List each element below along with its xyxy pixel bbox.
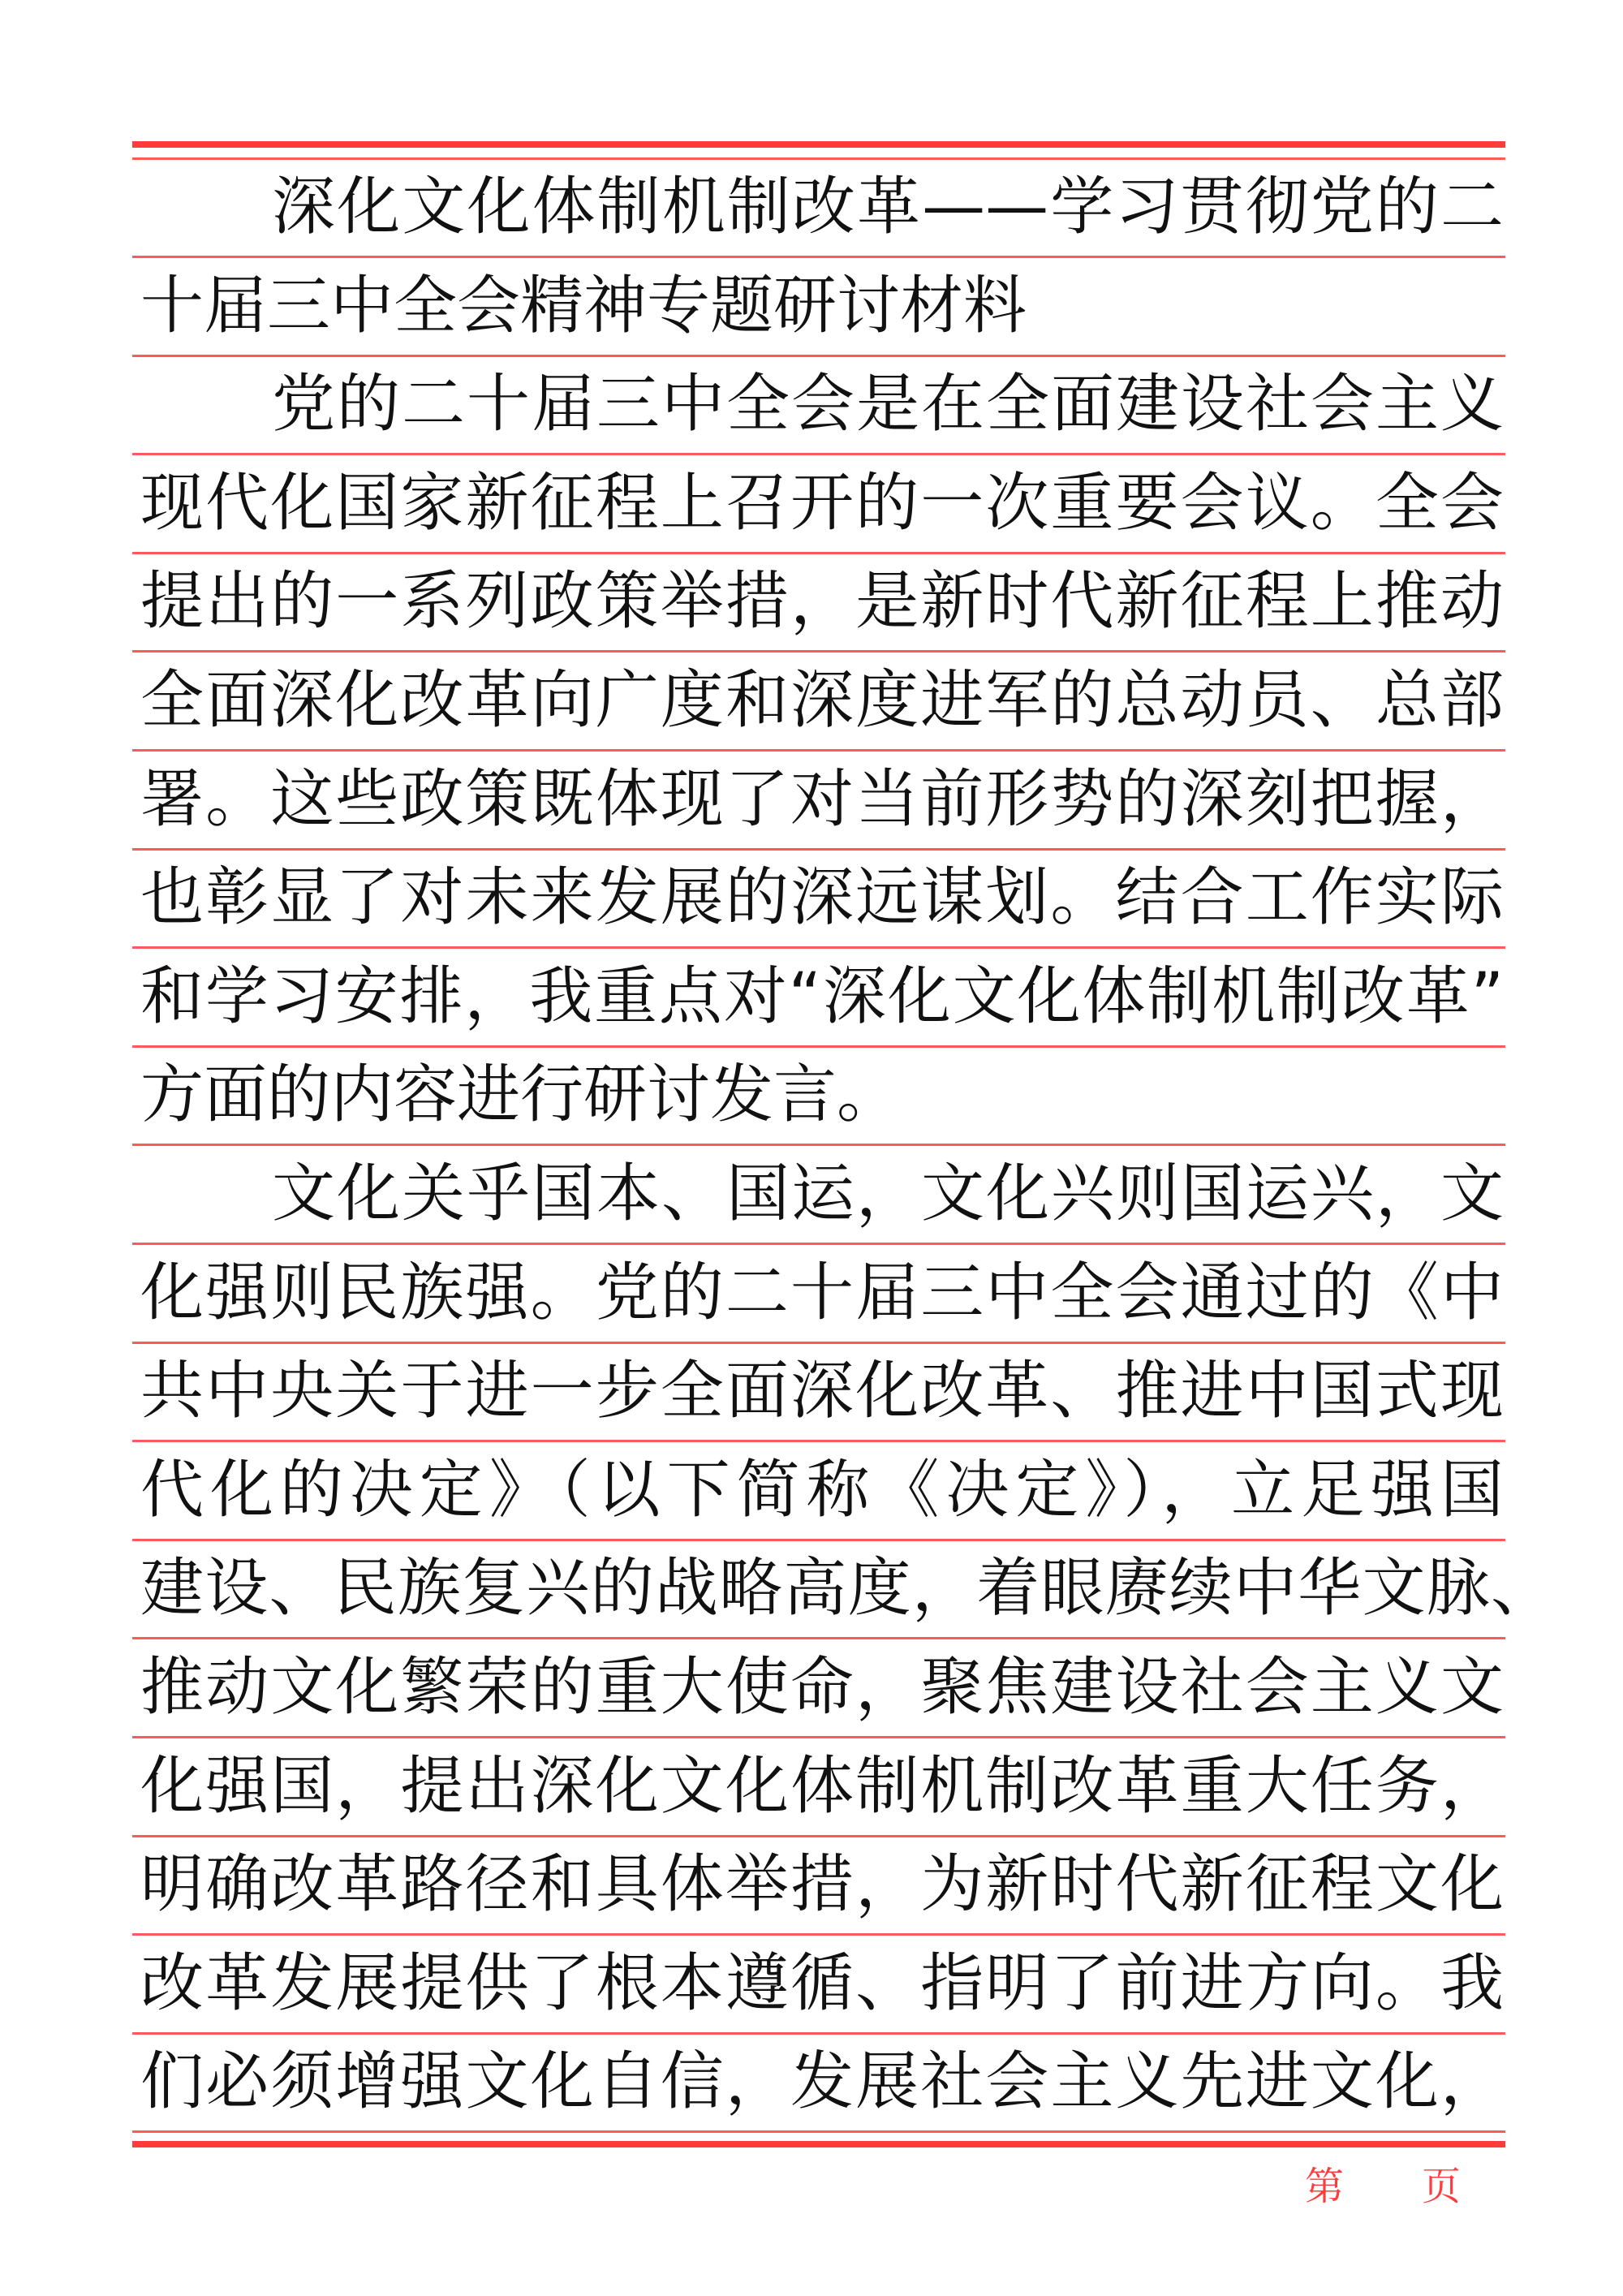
paragraph-line: 化强则民族强。党的二十届三中全会通过的《中: [140, 1256, 1504, 1329]
paragraph-line: 共中央关于进一步全面深化改革、推进中国式现: [140, 1355, 1504, 1428]
page-number-suffix: 页: [1422, 2164, 1462, 2209]
page-number-prefix: 第: [1305, 2164, 1345, 2209]
line-rule: [132, 2130, 1505, 2133]
paragraph-line: 明确改革路径和具体举措，为新时代新征程文化: [140, 1848, 1504, 1922]
paragraph-line: 署。这些政策既体现了对当前形势的深刻把握，: [140, 762, 1504, 836]
paragraph-line: 文化关乎国本、国运，文化兴则国运兴，文: [272, 1157, 1504, 1230]
paragraph-line: 也彰显了对未来发展的深远谋划。结合工作实际: [140, 861, 1504, 935]
paragraph-line: 推动文化繁荣的重大使命，聚焦建设社会主义文: [140, 1651, 1504, 1724]
bottom-thick-rule: [132, 2141, 1505, 2147]
paragraph-line: 和学习安排，我重点对“深化文化体制机制改革”: [140, 959, 1504, 1033]
paragraph-line: 代化的决定》（以下简称《决定》），立足强国: [140, 1453, 1504, 1527]
paragraph-line: 党的二十届三中全会是在全面建设社会主义: [272, 368, 1504, 442]
paragraph-line: 全面深化改革向广度和深度进军的总动员、总部: [140, 664, 1504, 737]
title-line: 十届三中全会精神专题研讨材料: [140, 269, 1027, 342]
paragraph-line: 化强国，提出深化文化体制机制改革重大任务，: [140, 1749, 1504, 1823]
paragraph-line: 们必须增强文化自信，发展社会主义先进文化，: [140, 2045, 1504, 2119]
paragraph-line: 提出的一系列政策举措，是新时代新征程上推动: [140, 565, 1504, 639]
paragraph-line: 现代化国家新征程上召开的一次重要会议。全会: [140, 466, 1504, 540]
paragraph-line: 方面的内容进行研讨发言。: [140, 1058, 901, 1132]
paragraph-line: 改革发展提供了根本遵循、指明了前进方向。我: [140, 1946, 1504, 2020]
title-line: 深化文化体制机制改革——学习贯彻党的二: [272, 170, 1504, 243]
top-thick-rule: [132, 141, 1505, 148]
paragraph-line: 建设、民族复兴的战略高度，着眼赓续中华文脉、: [140, 1552, 1554, 1626]
